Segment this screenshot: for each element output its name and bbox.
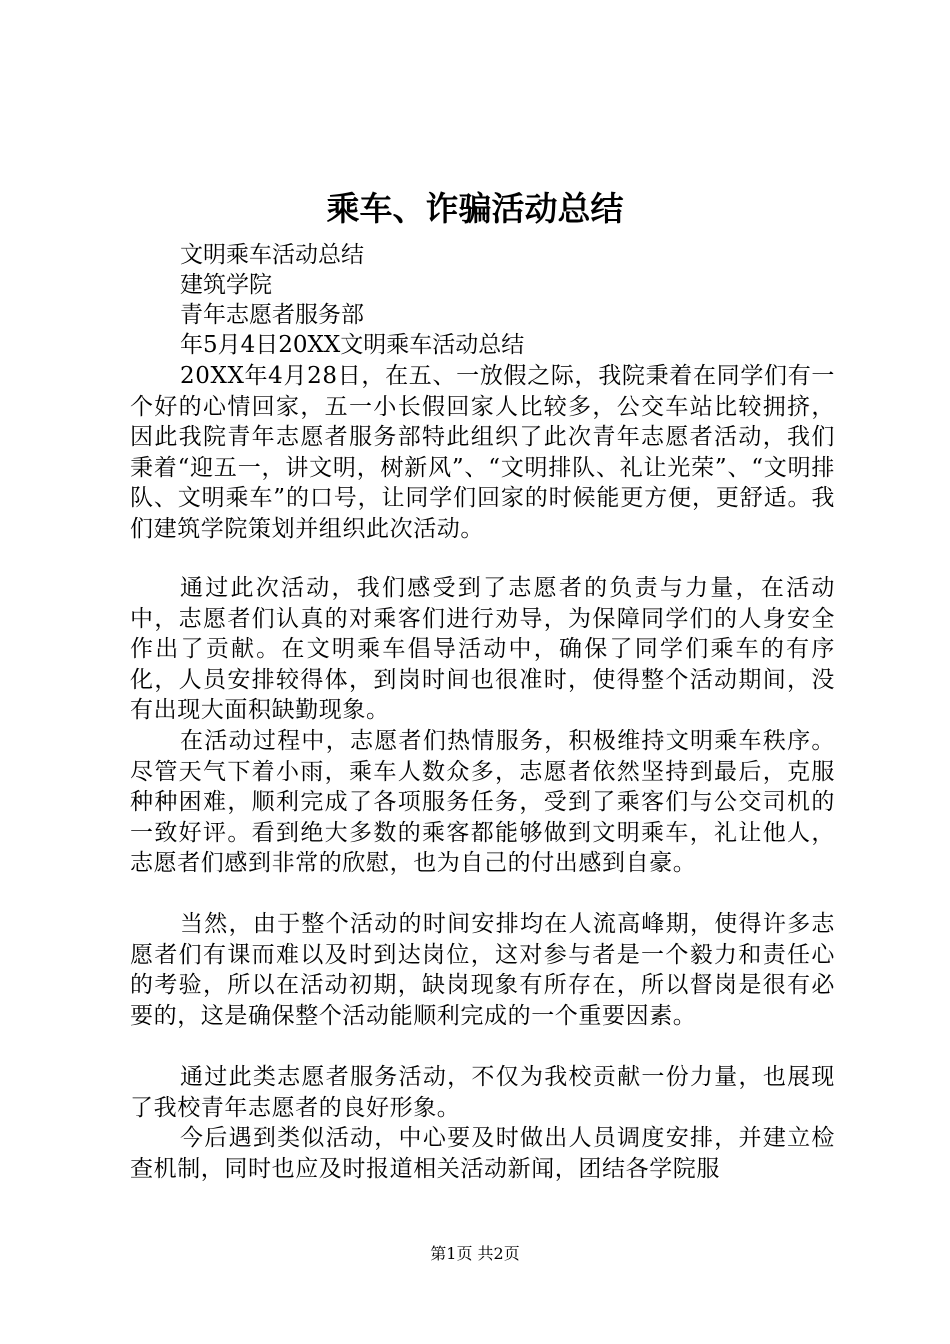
paragraph-experience: 通过此次活动，我们感受到了志愿者的负责与力量，在活动中，志愿者们认真的对乘客们进行劝导，为保障同学们的人身安全作出了贡献。在文明乘车倡导活动中，确保了同学们乘车的有序化，人员安排较得体，到岗时间也很准时，使得整个活动期间，没有出现大面积缺勤现象。 bbox=[130, 575, 835, 723]
document-title: 乘车、诈骗活动总结 bbox=[326, 189, 624, 228]
paragraph-future: 今后遇到类似活动，中心要及时做出人员调度安排，并建立检查机制，同时也应及时报道相关活动新闻，团结各学院服 bbox=[130, 1125, 835, 1182]
meta-line-college: 建筑学院 bbox=[180, 272, 272, 298]
meta-line-department: 青年志愿者服务部 bbox=[180, 302, 364, 328]
paragraph-impact: 通过此类志愿者服务活动，不仅为我校贡献一份力量，也展现了我校青年志愿者的良好形象。 bbox=[130, 1064, 835, 1121]
meta-line-activity-title: 文明乘车活动总结 bbox=[180, 242, 364, 268]
page-footer: 第1页 共2页 bbox=[430, 1244, 520, 1263]
paragraph-intro: 20XX年4月28日，在五、一放假之际，我院秉着在同学们有一个好的心情回家，五一小长假回家人比较多，公交车站比较拥挤，因此我院青年志愿者服务部特此组织了此次青年志愿者活动，我们秉着“迎五一，讲文明，树新风”、“文明排队、礼让光荣”、“文明排队、文明乘车”的口号，让同学们回家的时候能更方便，更舒适。我们建筑学院策划并组织此次活动。 bbox=[130, 363, 835, 542]
paragraph-issues: 当然，由于整个活动的时间安排均在人流高峰期，使得许多志愿者们有课而难以及时到达岗位，这对参与者是一个毅力和责任心的考验，所以在活动初期，缺岗现象有所存在，所以督岗是很有必要的，这是确保整个活动能顺利完成的一个重要因素。 bbox=[130, 911, 835, 1029]
paragraph-process: 在活动过程中，志愿者们热情服务，积极维持文明乘车秩序。尽管天气下着小雨，乘车人数众多，志愿者依然坚持到最后，克服种种困难，顺利完成了各项服务任务，受到了乘客们与公交司机的一致好评。看到绝大多数的乘客都能够做到文明乘车，礼让他人，志愿者们感到非常的欣慰，也为自己的付出感到自豪。 bbox=[130, 728, 835, 876]
meta-line-date: 年5月4日20XX文明乘车活动总结 bbox=[180, 332, 525, 358]
